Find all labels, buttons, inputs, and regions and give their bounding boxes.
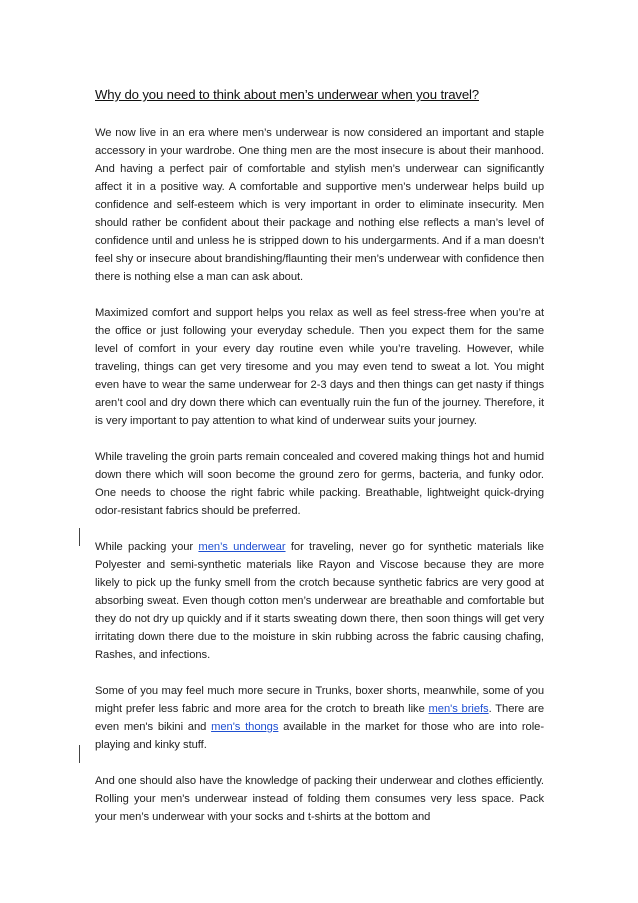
paragraph-5 — [95, 682, 544, 754]
paragraph-5-text: Some of you may feel much more secure in Trunks, boxer shorts, meanwhile, some of you might prefer less fabric and more area for the crotch to breath like — [95, 685, 544, 715]
page-title: Why do you need to think about men’s underwear when you travel? — [95, 87, 479, 102]
paragraph-4-text: for traveling, never go for synthetic materials like Polyester and semi-synthetic materials like Rayon and Viscose because they are more likely to pick up the funky smell from the crotch because synthetic fabrics are very good at absorbing sweat. Even though cotton men’s underwear are breathable and comfortable but they do not dry up quickly and if it starts sweating down there, then soon things will get very irritating down there due to the moisture in skin rubbing across the fabric causing chafing, Rashes, and infections. — [95, 541, 544, 661]
paragraph-2: Maximized comfort and support helps you relax as well as feel stress-free when you’re at the office or just following your everyday schedule. Then you expect them for the same level of comfort in your every day routine even while you’re traveling. However, while traveling, things can get very tiresome and you may even tend to sweat a lot. You might even have to wear the same underwear for 2-3 days and then things can get nasty if things aren’t cool and dry down there which can eventually ruin the fun of the journey. Therefore, it is very important to pay attention to what kind of underwear suits your journey. — [95, 307, 544, 427]
revision-mark — [79, 745, 80, 763]
mens-underwear-link[interactable]: men’s underwear — [198, 541, 286, 553]
document-body — [95, 86, 544, 844]
paragraph-1: We now live in an era where men’s underwear is now considered an important and staple accessory in your wardrobe. One thing men are the most insecure is about their manhood. And having a perfect pair of comfortable and stylish men’s underwear can significantly affect it in a positive way. A comfortable and supportive men’s underwear helps build up confidence and self-esteem which is very important in order to eliminate insecurity. Men should rather be confident about their package and nothing else reflects a man’s level of confidence until and unless he is stripped down to his undergarments. And if a man doesn’t feel shy or insecure about brandishing/flaunting their men’s underwear with confidence then there is nothing else a man can ask about. — [95, 127, 544, 283]
mens-briefs-link[interactable]: men's briefs — [428, 703, 489, 715]
paragraph-5-text: . There are even men's bikini and — [95, 703, 545, 733]
paragraph-6: And one should also have the knowledge of packing their underwear and clothes efficiently. Rolling your men's underwear instead of folding them consumes very less space. Pack your men’s underwear with your socks and t-shirts at the bottom and — [95, 775, 544, 823]
mens-thongs-link[interactable]: men's thongs — [211, 721, 279, 733]
paragraph-4 — [95, 538, 544, 664]
revision-mark — [79, 528, 80, 546]
paragraph-3: While traveling the groin parts remain concealed and covered making things hot and humid down there which will soon become the ground zero for germs, bacteria, and funky odor. One needs to choose the right fabric while packing. Breathable, lightweight quick-drying odor-resistant fabrics should be preferred. — [95, 451, 544, 517]
paragraph-5-text: available in the market for those who are into role-playing and kinky stuff. — [95, 721, 545, 751]
paragraph-4-text: While packing your — [95, 541, 199, 553]
